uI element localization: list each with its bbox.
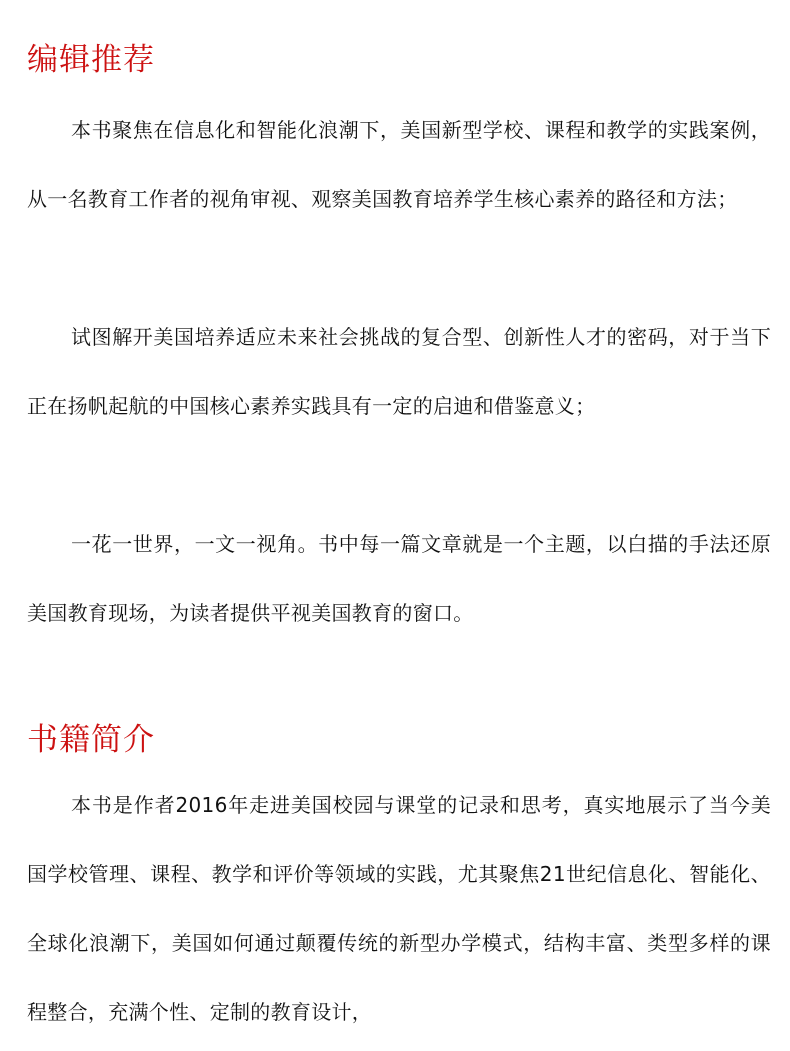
- paragraph: 试图解开美国培养适应未来社会挑战的复合型、创新性人才的密码，对于当下正在扬帆起航的中国核心素养实践具有一定的启迪和借鉴意义；: [27, 325, 771, 418]
- section-title-editor-recommendation: 编辑推荐: [27, 42, 155, 78]
- section-title-book-introduction: 书籍简介: [27, 722, 155, 758]
- paragraph: 一花一世界，一文一视角。书中每一篇文章就是一个主题，以白描的手法还原美国教育现场，为读者提供平视美国教育的窗口。: [27, 532, 771, 625]
- paragraph: 本书是作者2016年走进美国校园与课堂的记录和思考，真实地展示了当今美国学校管理、课程、教学和评价等领域的实践，尤其聚焦21世纪信息化、智能化、全球化浪潮下，美国如何通过颠覆传统的新型办学模式，结构丰富、类型多样的课程整合，充满个性、定制的教育设计，: [27, 793, 771, 1024]
- paragraph: 本书聚焦在信息化和智能化浪潮下，美国新型学校、课程和教学的实践案例，从一名教育工作者的视角审视、观察美国教育培养学生核心素养的路径和方法；: [27, 118, 771, 211]
